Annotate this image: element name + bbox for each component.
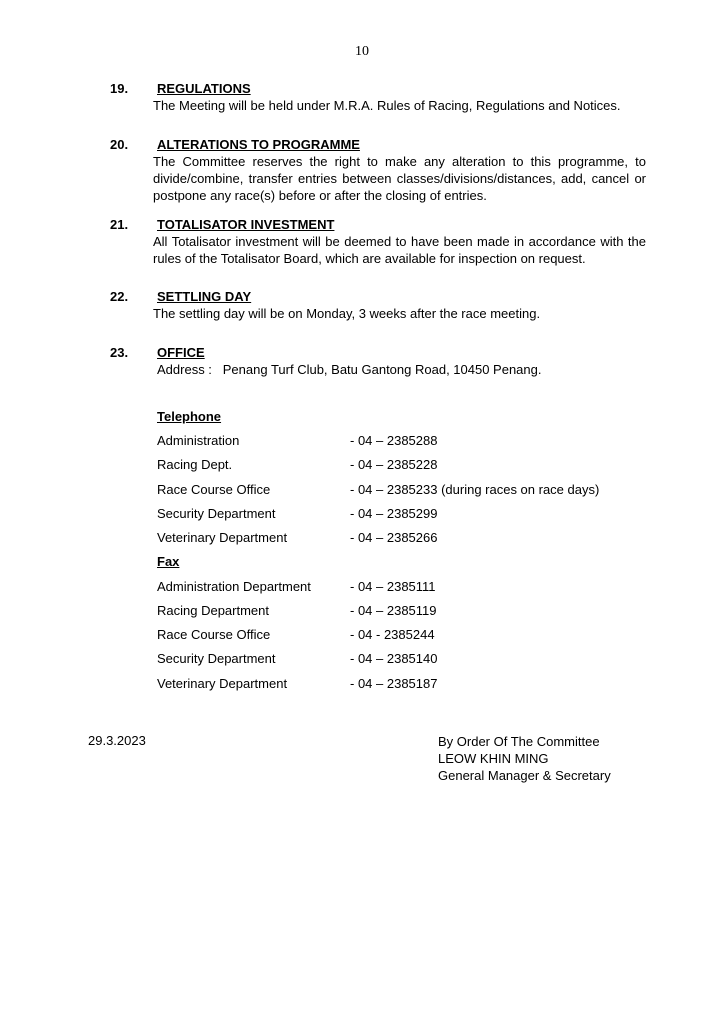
section-number: 19.	[110, 81, 129, 96]
contact-label: Administration Department	[157, 579, 311, 594]
page-number: 10	[355, 44, 369, 59]
fax-row	[157, 651, 657, 668]
contact-number: - 04 – 2385119	[350, 603, 437, 618]
section-number: 20.	[110, 137, 129, 152]
contact-label: Racing Department	[157, 603, 269, 618]
contact-label: Security Department	[157, 651, 276, 666]
office-address: Address : Penang Turf Club, Batu Gantong Road, 10450 Penang.	[157, 362, 542, 377]
contact-number: - 04 – 2385233 (during races on race days)	[350, 482, 600, 497]
contact-label: Security Department	[157, 506, 276, 521]
contact-number: - 04 – 2385140	[350, 651, 438, 666]
section-number: 21.	[110, 217, 129, 232]
section-heading: ALTERATIONS TO PROGRAMME	[157, 137, 360, 152]
signatory-title: General Manager & Secretary	[438, 768, 611, 783]
section-body: The Committee reserves the right to make any alteration to this programme, to divide/combine, transfer entries between classes/divisions/distances, add, cancel or postpone any race(s) before or after the closing of entries.	[153, 154, 646, 203]
fax-heading: Fax	[157, 554, 180, 569]
signature-block	[438, 733, 611, 784]
contact-number: - 04 – 2385187	[350, 676, 438, 691]
section-heading: REGULATIONS	[157, 81, 251, 96]
fax-row	[157, 579, 657, 596]
contact-number: - 04 – 2385266	[350, 530, 438, 545]
contact-number: - 04 – 2385111	[350, 579, 436, 594]
signatory-name: LEOW KHIN MING	[438, 751, 549, 766]
section-body: The Meeting will be held under M.R.A. Rules of Racing, Regulations and Notices.	[153, 98, 621, 113]
telephone-row	[157, 457, 657, 474]
contact-label: Administration	[157, 433, 240, 448]
contact-number: - 04 – 2385228	[350, 457, 438, 472]
section-body: All Totalisator investment will be deemed to have been made in accordance with the rules of the Totalisator Board, which are available for inspection on request.	[153, 234, 646, 266]
contact-label: Veterinary Department	[157, 530, 288, 545]
section-number: 23.	[110, 345, 129, 360]
section-number: 22.	[110, 289, 129, 304]
contact-number: - 04 – 2385288	[350, 433, 438, 448]
contact-label: Race Course Office	[157, 627, 271, 642]
contact-number: - 04 - 2385244	[350, 627, 435, 642]
contact-label: Racing Dept.	[157, 457, 233, 472]
contact-label: Veterinary Department	[157, 676, 288, 691]
section-body: The settling day will be on Monday, 3 weeks after the race meeting.	[153, 306, 541, 321]
telephone-row	[157, 482, 657, 499]
telephone-row	[157, 433, 657, 450]
fax-row	[157, 627, 657, 644]
telephone-heading: Telephone	[157, 409, 222, 424]
signature-line-order: By Order Of The Committee	[438, 734, 600, 749]
fax-row	[157, 603, 657, 620]
document-date: 29.3.2023	[88, 733, 146, 748]
section-heading: SETTLING DAY	[157, 289, 252, 304]
contact-number: - 04 – 2385299	[350, 506, 438, 521]
fax-row	[157, 676, 657, 693]
telephone-row	[157, 530, 657, 547]
contact-label: Race Course Office	[157, 482, 271, 497]
section-heading: TOTALISATOR INVESTMENT	[157, 217, 335, 232]
section-heading: OFFICE	[157, 345, 205, 360]
telephone-row	[157, 506, 657, 523]
